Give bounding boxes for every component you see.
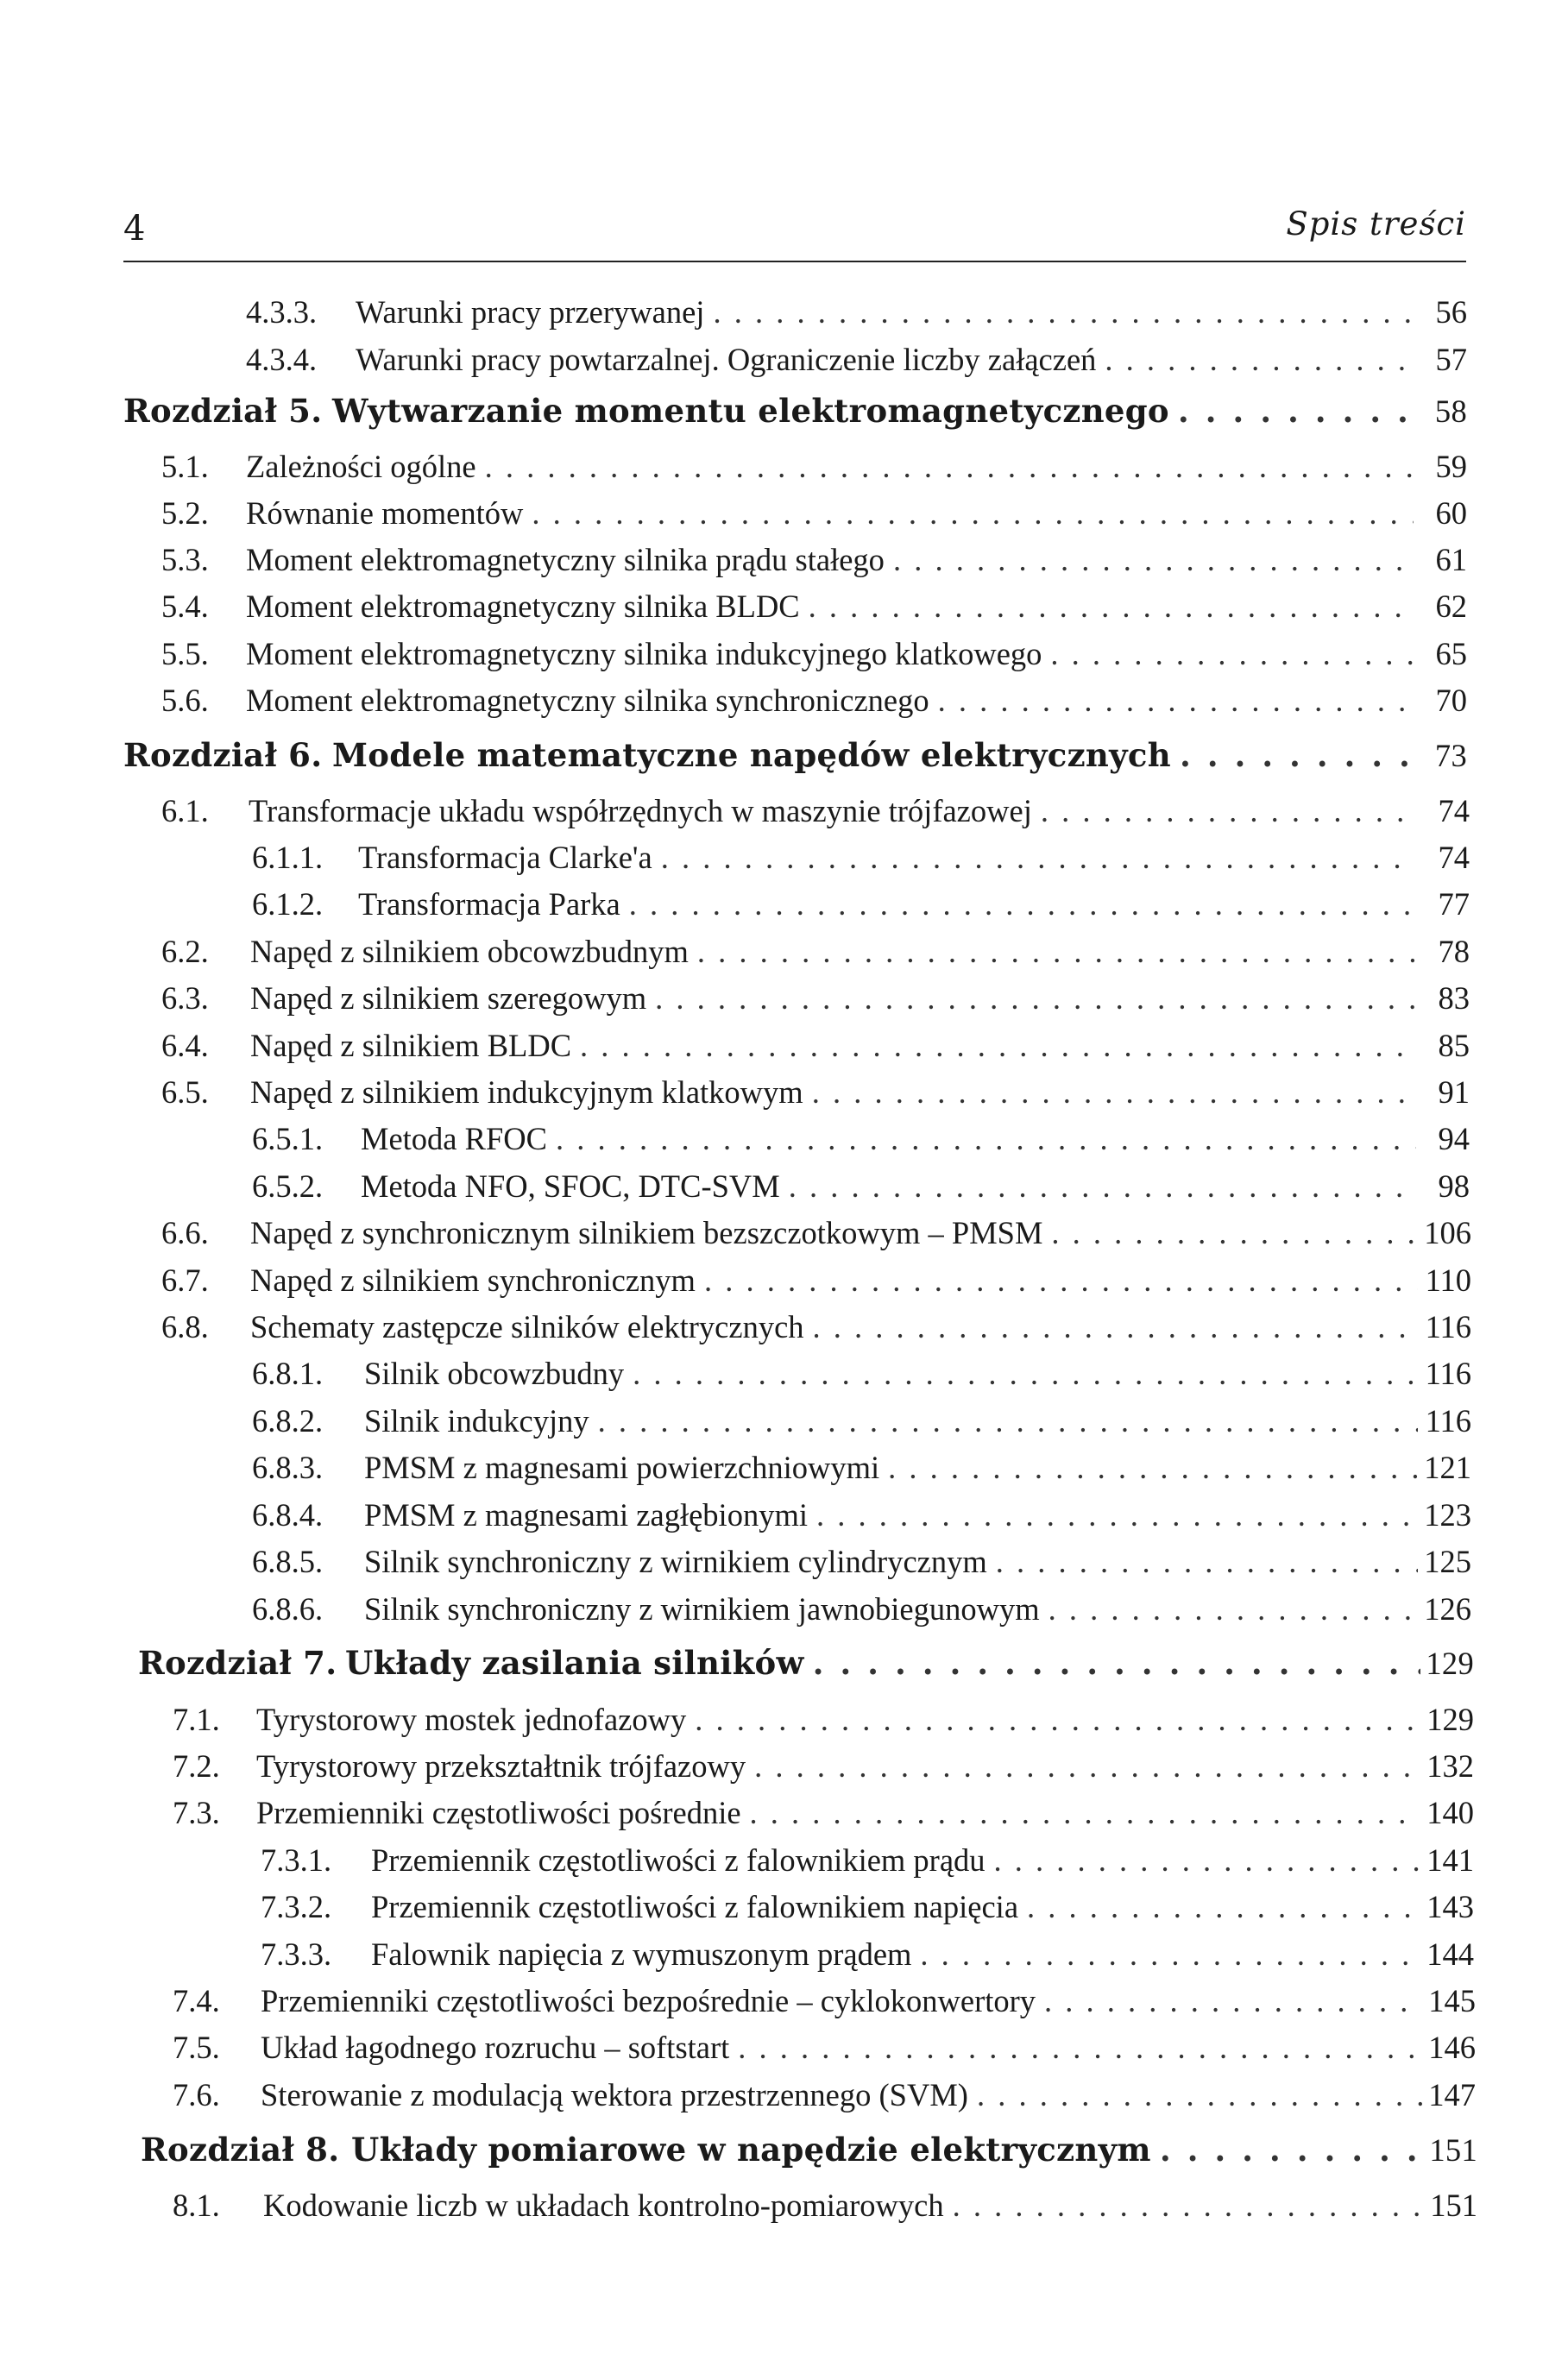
toc-title: PMSM z magnesami zagłębionymi [364, 1497, 808, 1533]
toc-title: Napęd z synchronicznym silnikiem bezszczotkowym – PMSM [250, 1215, 1043, 1250]
toc-chapter [123, 736, 1467, 774]
toc-entry [173, 1701, 1474, 1738]
dot-leader [1178, 392, 1414, 430]
toc-title: Tyrystorowy przekształtnik trójfazowy [256, 1748, 746, 1784]
toc-entry [246, 341, 1467, 378]
toc-number: 6.8.4. [252, 1497, 324, 1533]
dot-leader [977, 2076, 1422, 2113]
toc-page-number: 60 [1435, 495, 1467, 531]
toc-page-number: 94 [1438, 1121, 1470, 1156]
toc-page-number: 74 [1438, 793, 1470, 828]
toc-number: 6.8.1. [252, 1356, 324, 1391]
dot-leader [809, 588, 1414, 625]
toc-title: Metoda RFOC [361, 1121, 547, 1156]
page-number: 4 [123, 209, 146, 249]
toc-page-number: 121 [1424, 1450, 1471, 1485]
toc-entry [161, 933, 1470, 970]
toc-title: Napęd z silnikiem BLDC [250, 1028, 572, 1063]
toc-page-number: 132 [1426, 1748, 1474, 1784]
toc-number: 6.5. [161, 1074, 209, 1110]
toc-page-number: 125 [1424, 1544, 1471, 1579]
toc-entry [252, 1543, 1471, 1580]
toc-number: 6.8.2. [252, 1403, 324, 1439]
dot-leader [1027, 1888, 1420, 1925]
dot-leader [1180, 736, 1414, 774]
toc-page-number: 145 [1428, 1983, 1476, 2018]
toc-page-number: 65 [1435, 636, 1467, 671]
toc-number: 7.3.3. [261, 1936, 332, 1972]
dot-leader [629, 885, 1416, 922]
toc-title: Transformacja Clarke'a [358, 840, 652, 875]
toc-page-number: 78 [1438, 934, 1470, 969]
toc-number: 6.8.3. [252, 1450, 324, 1485]
dot-leader [738, 2029, 1422, 2066]
toc-entry [161, 635, 1467, 672]
toc-entry [261, 1936, 1474, 1973]
dot-leader [1041, 792, 1416, 829]
dot-leader [893, 541, 1414, 578]
toc-entry [252, 1449, 1471, 1486]
toc-title: Przemienniki częstotliwości pośrednie [256, 1795, 741, 1830]
toc-number: 6.5.2. [252, 1168, 324, 1204]
toc-number: 6.3. [161, 980, 209, 1016]
toc-number: Rozdział 8. [141, 2131, 340, 2169]
toc-entry [246, 293, 1467, 331]
toc-entry [261, 1842, 1474, 1879]
toc-entry [161, 792, 1470, 829]
toc-number: 4.3.4. [246, 342, 318, 377]
toc-title: Przemiennik częstotliwości z falownikiem prądu [371, 1842, 986, 1878]
dot-leader [812, 1074, 1416, 1111]
dot-leader [953, 2187, 1424, 2224]
toc-page-number: 143 [1426, 1889, 1474, 1924]
toc-number: 8.1. [173, 2188, 220, 2223]
dot-leader [713, 293, 1414, 331]
toc-page-number: 110 [1425, 1262, 1471, 1298]
toc-title: Układy pomiarowe w napędzie elektrycznym [351, 2131, 1151, 2169]
toc-entry [161, 979, 1470, 1017]
toc-title: Silnik indukcyjny [364, 1403, 589, 1439]
toc-page-number: 126 [1424, 1591, 1471, 1627]
toc-title: Falownik napięcia z wymuszonym prądem [371, 1936, 912, 1972]
dot-leader [1160, 2131, 1424, 2169]
toc-page-number: 144 [1426, 1936, 1474, 1972]
toc-page-number: 74 [1438, 840, 1470, 875]
dot-leader [1044, 1982, 1422, 2019]
toc-title: Sterowanie z modulacją wektora przestrzennego (SVM) [261, 2077, 968, 2112]
dot-leader [938, 682, 1414, 719]
dot-leader [598, 1402, 1418, 1439]
toc-entry [261, 1888, 1474, 1925]
toc-entry [161, 1027, 1470, 1064]
dot-leader [1051, 1214, 1418, 1251]
dot-leader [580, 1027, 1416, 1064]
toc-entry [252, 1120, 1470, 1157]
toc-number: 6.1. [161, 793, 209, 828]
toc-page-number: 140 [1426, 1795, 1474, 1830]
dot-leader [888, 1449, 1418, 1486]
toc-number: 6.1.1. [252, 840, 324, 875]
dot-leader [816, 1496, 1418, 1533]
toc-title: Przemienniki częstotliwości bezpośrednie – cyklokonwertory [261, 1983, 1036, 2018]
dot-leader [813, 1308, 1418, 1345]
dot-leader [813, 1644, 1420, 1682]
dot-leader [633, 1355, 1418, 1392]
toc-page-number: 73 [1434, 738, 1467, 773]
toc-title: Silnik synchroniczny z wirnikiem jawnobiegunowym [364, 1591, 1040, 1627]
toc-number: 4.3.3. [246, 294, 318, 330]
toc-entry [252, 1590, 1471, 1628]
dot-leader [1048, 1590, 1418, 1628]
toc-number: 5.5. [161, 636, 209, 671]
toc-entry [173, 1794, 1474, 1831]
toc-page-number: 70 [1435, 683, 1467, 718]
dot-leader [485, 448, 1414, 485]
toc-page-number: 77 [1438, 886, 1470, 922]
toc-page-number: 151 [1429, 2132, 1477, 2168]
toc-entry [161, 1074, 1470, 1111]
dot-leader [754, 1747, 1420, 1785]
toc-page-number: 56 [1435, 294, 1467, 330]
toc-number: 7.6. [173, 2077, 220, 2112]
toc-number: 5.2. [161, 495, 209, 531]
dot-leader [996, 1543, 1418, 1580]
toc-page-number: 59 [1435, 449, 1467, 484]
dot-leader [994, 1842, 1420, 1879]
dot-leader [695, 1701, 1420, 1738]
toc-chapter [123, 392, 1467, 430]
dot-leader [1050, 635, 1414, 672]
toc-title: Silnik obcowzbudny [364, 1356, 625, 1391]
toc-number: 5.1. [161, 449, 209, 484]
toc-page-number: 57 [1435, 342, 1467, 377]
toc-page-number: 116 [1425, 1403, 1471, 1439]
toc-title: Układ łagodnego rozruchu – softstart [261, 2030, 730, 2065]
toc-title: Modele matematyczne napędów elektrycznych [332, 736, 1171, 774]
toc-title: Zależności ogólne [246, 449, 476, 484]
toc-title: Równanie momentów [246, 495, 524, 531]
dot-leader [704, 1262, 1418, 1299]
toc-entry [161, 1308, 1471, 1345]
toc-title: Napęd z silnikiem indukcyjnym klatkowym [250, 1074, 803, 1110]
dot-leader [750, 1794, 1420, 1831]
toc-number: 5.3. [161, 542, 209, 577]
dot-leader [655, 979, 1416, 1017]
toc-page-number: 129 [1426, 1702, 1474, 1737]
dot-leader [532, 494, 1414, 532]
toc-page-number: 91 [1438, 1074, 1470, 1110]
toc-entry [161, 1214, 1471, 1251]
dot-leader [920, 1936, 1420, 1973]
toc-number: Rozdział 7. [138, 1644, 337, 1682]
toc-number: 7.1. [173, 1702, 220, 1737]
dot-leader [789, 1168, 1416, 1205]
toc-entry [161, 588, 1467, 625]
toc-entry [161, 682, 1467, 719]
toc-title: Napęd z silnikiem synchronicznym [250, 1262, 696, 1298]
toc-page-number: 129 [1426, 1646, 1474, 1681]
toc-number: 6.6. [161, 1215, 209, 1250]
running-head: Spis treści [1286, 205, 1466, 242]
toc-number: 7.3.2. [261, 1889, 332, 1924]
toc-number: 6.8.6. [252, 1591, 324, 1627]
toc-number: 6.8. [161, 1309, 209, 1344]
toc-title: Napęd z silnikiem szeregowym [250, 980, 647, 1016]
toc-page-number: 146 [1428, 2030, 1476, 2065]
toc-page-number: 83 [1438, 980, 1470, 1016]
header-rule [123, 261, 1466, 262]
toc-entry [252, 885, 1470, 922]
toc-title: Schematy zastępcze silników elektrycznych [250, 1309, 804, 1344]
toc-page-number: 106 [1424, 1215, 1471, 1250]
toc-entry [173, 1982, 1476, 2019]
toc-number: Rozdział 5. [123, 392, 323, 430]
toc-number: 7.3. [173, 1795, 220, 1830]
toc-number: 6.7. [161, 1262, 209, 1298]
toc-title: Warunki pracy przerywanej [356, 294, 705, 330]
toc-number: 5.6. [161, 683, 209, 718]
toc-entry [252, 1168, 1470, 1205]
toc-entry [173, 2029, 1476, 2066]
toc-entry [252, 1402, 1471, 1439]
toc-title: Kodowanie liczb w układach kontrolno-pomiarowych [263, 2188, 944, 2223]
toc-page-number: 98 [1438, 1168, 1470, 1204]
toc-number: Rozdział 6. [123, 736, 323, 774]
toc-entry [252, 1496, 1471, 1533]
dot-leader [697, 933, 1416, 970]
toc-chapter [141, 2131, 1477, 2169]
toc-entry [173, 2076, 1476, 2113]
toc-title: Napęd z silnikiem obcowzbudnym [250, 934, 689, 969]
toc-page-number: 85 [1438, 1028, 1470, 1063]
toc-entry [161, 1262, 1471, 1299]
toc-number: 7.5. [173, 2030, 220, 2065]
toc-title: Warunki pracy powtarzalnej. Ograniczenie liczby załączeń [356, 342, 1097, 377]
toc-number: 6.1.2. [252, 886, 324, 922]
toc-page-number: 141 [1426, 1842, 1474, 1878]
toc-number: 6.2. [161, 934, 209, 969]
toc-page-number: 62 [1435, 589, 1467, 624]
dot-leader [1105, 341, 1414, 378]
toc-entry [252, 1355, 1471, 1392]
toc-entry [161, 541, 1467, 578]
toc-title: Silnik synchroniczny z wirnikiem cylindrycznym [364, 1544, 987, 1579]
toc-entry [252, 839, 1470, 876]
toc-number: 7.4. [173, 1983, 220, 2018]
toc-page-number: 116 [1425, 1356, 1471, 1391]
dot-leader [661, 839, 1416, 876]
toc-entry [173, 1747, 1474, 1785]
toc-page-number: 58 [1434, 394, 1467, 429]
toc-title: Moment elektromagnetyczny silnika BLDC [246, 589, 800, 624]
toc-title: Układy zasilania silników [345, 1644, 804, 1682]
toc-number: 6.4. [161, 1028, 209, 1063]
toc-entry [161, 448, 1467, 485]
toc-page-number: 61 [1435, 542, 1467, 577]
toc-entry [173, 2187, 1477, 2224]
toc-title: Metoda NFO, SFOC, DTC-SVM [361, 1168, 780, 1204]
toc-title: Moment elektromagnetyczny silnika synchronicznego [246, 683, 929, 718]
toc-title: Moment elektromagnetyczny silnika prądu stałego [246, 542, 885, 577]
toc-number: 5.4. [161, 589, 209, 624]
toc-entry [161, 494, 1467, 532]
toc-title: Moment elektromagnetyczny silnika indukcyjnego klatkowego [246, 636, 1042, 671]
toc-title: Transformacja Parka [358, 886, 620, 922]
toc-title: Tyrystorowy mostek jednofazowy [256, 1702, 687, 1737]
toc-page-number: 151 [1430, 2188, 1477, 2223]
toc-number: 7.2. [173, 1748, 220, 1784]
toc-number: 6.8.5. [252, 1544, 324, 1579]
toc-number: 7.3.1. [261, 1842, 332, 1878]
toc-page-number: 116 [1425, 1309, 1471, 1344]
toc-title: Przemiennik częstotliwości z falownikiem napięcia [371, 1889, 1019, 1924]
toc-title: Wytwarzanie momentu elektromagnetycznego [332, 392, 1169, 430]
toc-chapter [138, 1644, 1474, 1682]
toc-title: Transformacje układu współrzędnych w maszynie trójfazowej [249, 793, 1032, 828]
toc-page-number: 123 [1424, 1497, 1471, 1533]
dot-leader [556, 1120, 1416, 1157]
toc-page-number: 147 [1428, 2077, 1476, 2112]
toc-number: 6.5.1. [252, 1121, 324, 1156]
toc-title: PMSM z magnesami powierzchniowymi [364, 1450, 880, 1485]
